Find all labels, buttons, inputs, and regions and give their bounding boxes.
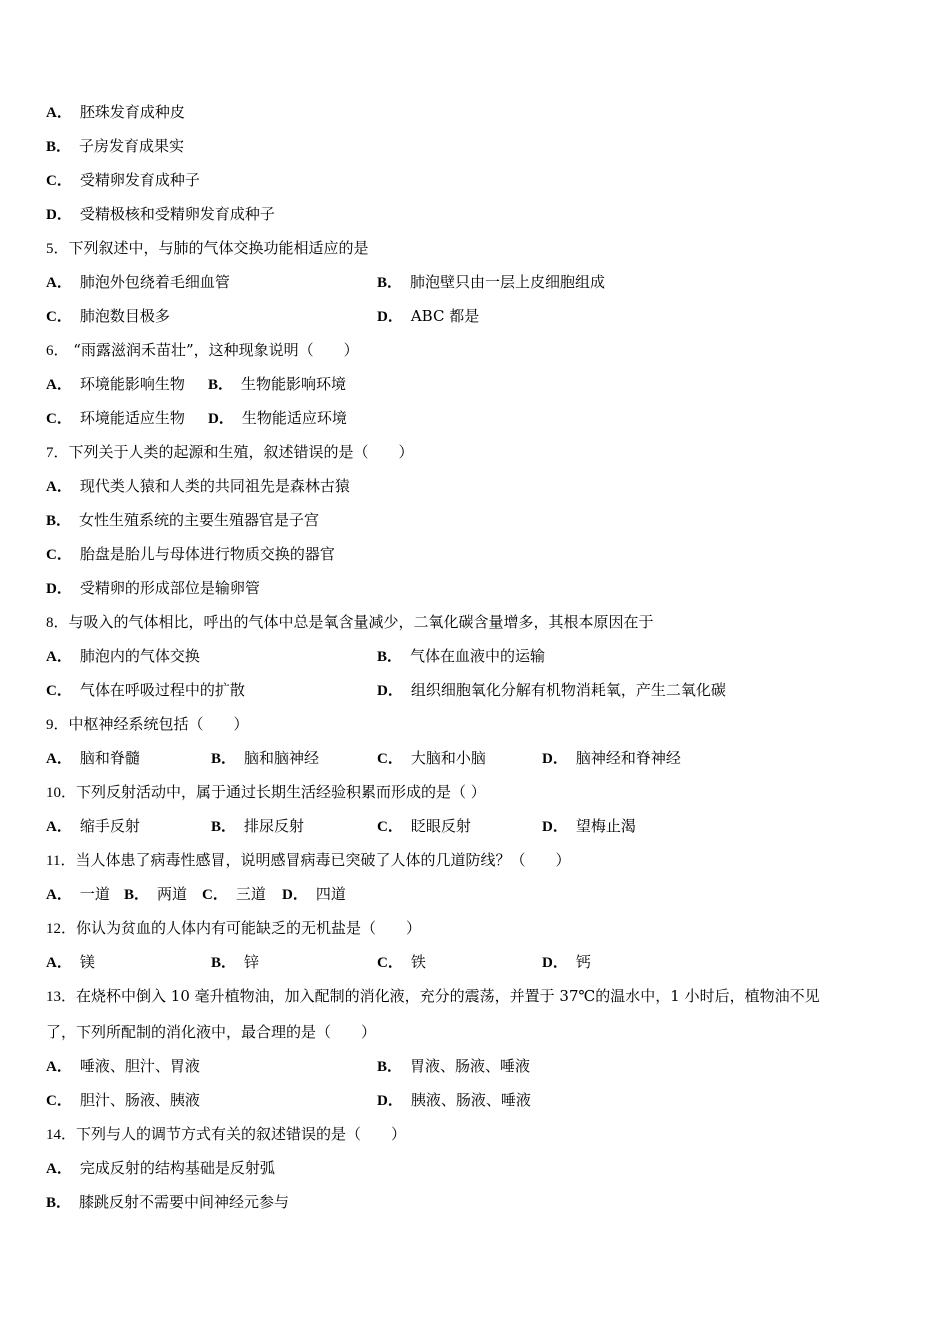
q10-stem: 10．下列反射活动中，属于通过长期生活经验积累而形成的是（ ）: [46, 783, 486, 801]
q4-option-a: A． 胚珠发育成种皮: [46, 103, 185, 121]
q7-option-c: C． 胎盘是胎儿与母体进行物质交换的器官: [46, 545, 335, 563]
q4-option-c: C． 受精卵发育成种子: [46, 171, 200, 189]
q5-option-d: D． ABC 都是: [377, 307, 480, 325]
q12-stem: 12．你认为贫血的人体内有可能缺乏的无机盐是（ ）: [46, 919, 422, 937]
q13-option-a: A． 唾液、胆汁、胃液: [46, 1057, 200, 1075]
q6-option-b: B． 生物能影响环境: [208, 375, 347, 393]
q7-option-b: B． 女性生殖系统的主要生殖器官是子宫: [46, 511, 320, 529]
q8-option-b: B． 气体在血液中的运输: [377, 647, 546, 665]
q8-option-d: D． 组织细胞氧化分解有机物消耗氧，产生二氧化碳: [377, 681, 726, 699]
q14-option-b: B． 膝跳反射不需要中间神经元参与: [46, 1193, 290, 1211]
q9-stem: 9．中枢神经系统包括（ ）: [46, 715, 249, 733]
q11-option-a: A． 一道: [46, 885, 110, 903]
q5-option-b: B． 肺泡壁只由一层上皮细胞组成: [377, 273, 606, 291]
q4-option-b: B． 子房发育成果实: [46, 137, 185, 155]
q10-option-c: C． 眨眼反射: [377, 817, 471, 835]
q14-option-a: A． 完成反射的结构基础是反射弧: [46, 1159, 275, 1177]
q11-stem: 11．当人体患了病毒性感冒，说明感冒病毒已突破了人体的几道防线？（ ）: [46, 851, 571, 869]
q5-stem: 5．下列叙述中，与肺的气体交换功能相适应的是: [46, 239, 369, 257]
q12-option-b: B． 锌: [211, 953, 260, 971]
q13-option-d: D． 胰液、肠液、唾液: [377, 1091, 531, 1109]
q10-option-d: D． 望梅止渴: [542, 817, 636, 835]
q12-option-a: A． 镁: [46, 953, 95, 971]
q9-option-a: A． 脑和脊髓: [46, 749, 140, 767]
q13-stem-line1: 13．在烧杯中倒入 10 毫升植物油，加入配制的消化液，充分的震荡，并置于 37℃的温水中，1 小时后，植物油不见: [46, 987, 820, 1005]
q11-option-d: D． 四道: [282, 885, 346, 903]
q12-option-c: C． 铁: [377, 953, 426, 971]
q10-option-a: A． 缩手反射: [46, 817, 140, 835]
q5-option-c: C． 肺泡数目极多: [46, 307, 170, 325]
q9-option-d: D． 脑神经和脊神经: [542, 749, 681, 767]
q14-stem: 14．下列与人的调节方式有关的叙述错误的是（ ）: [46, 1125, 407, 1143]
q7-option-d: D． 受精卵的形成部位是输卵管: [46, 579, 260, 597]
q13-stem-line2: 了，下列所配制的消化液中，最合理的是（ ）: [46, 1023, 377, 1041]
q13-option-c: C． 胆汁、肠液、胰液: [46, 1091, 200, 1109]
q11-option-c: C． 三道: [202, 885, 266, 903]
q6-stem: 6． “雨露滋润禾苗壮”，这种现象说明（ ）: [46, 341, 359, 359]
q7-stem: 7．下列关于人类的起源和生殖，叙述错误的是（ ）: [46, 443, 414, 461]
q9-option-b: B． 脑和脑神经: [211, 749, 320, 767]
q8-stem: 8．与吸入的气体相比，呼出的气体中总是氧含量减少，二氧化碳含量增多，其根本原因在于: [46, 613, 654, 631]
q6-option-d: D． 生物能适应环境: [208, 409, 347, 427]
q8-option-c: C． 气体在呼吸过程中的扩散: [46, 681, 245, 699]
q13-option-b: B． 胃液、肠液、唾液: [377, 1057, 531, 1075]
q4-option-d: D． 受精极核和受精卵发育成种子: [46, 205, 275, 223]
q6-option-c: C． 环境能适应生物: [46, 409, 185, 427]
q11-option-b: B． 两道: [124, 885, 188, 903]
q6-option-a: A． 环境能影响生物: [46, 375, 185, 393]
q8-option-a: A． 肺泡内的气体交换: [46, 647, 200, 665]
q12-option-d: D． 钙: [542, 953, 591, 971]
q9-option-c: C． 大脑和小脑: [377, 749, 486, 767]
q5-option-a: A． 肺泡外包绕着毛细血管: [46, 273, 230, 291]
q10-option-b: B． 排尿反射: [211, 817, 305, 835]
q7-option-a: A． 现代类人猿和人类的共同祖先是森林古猿: [46, 477, 350, 495]
